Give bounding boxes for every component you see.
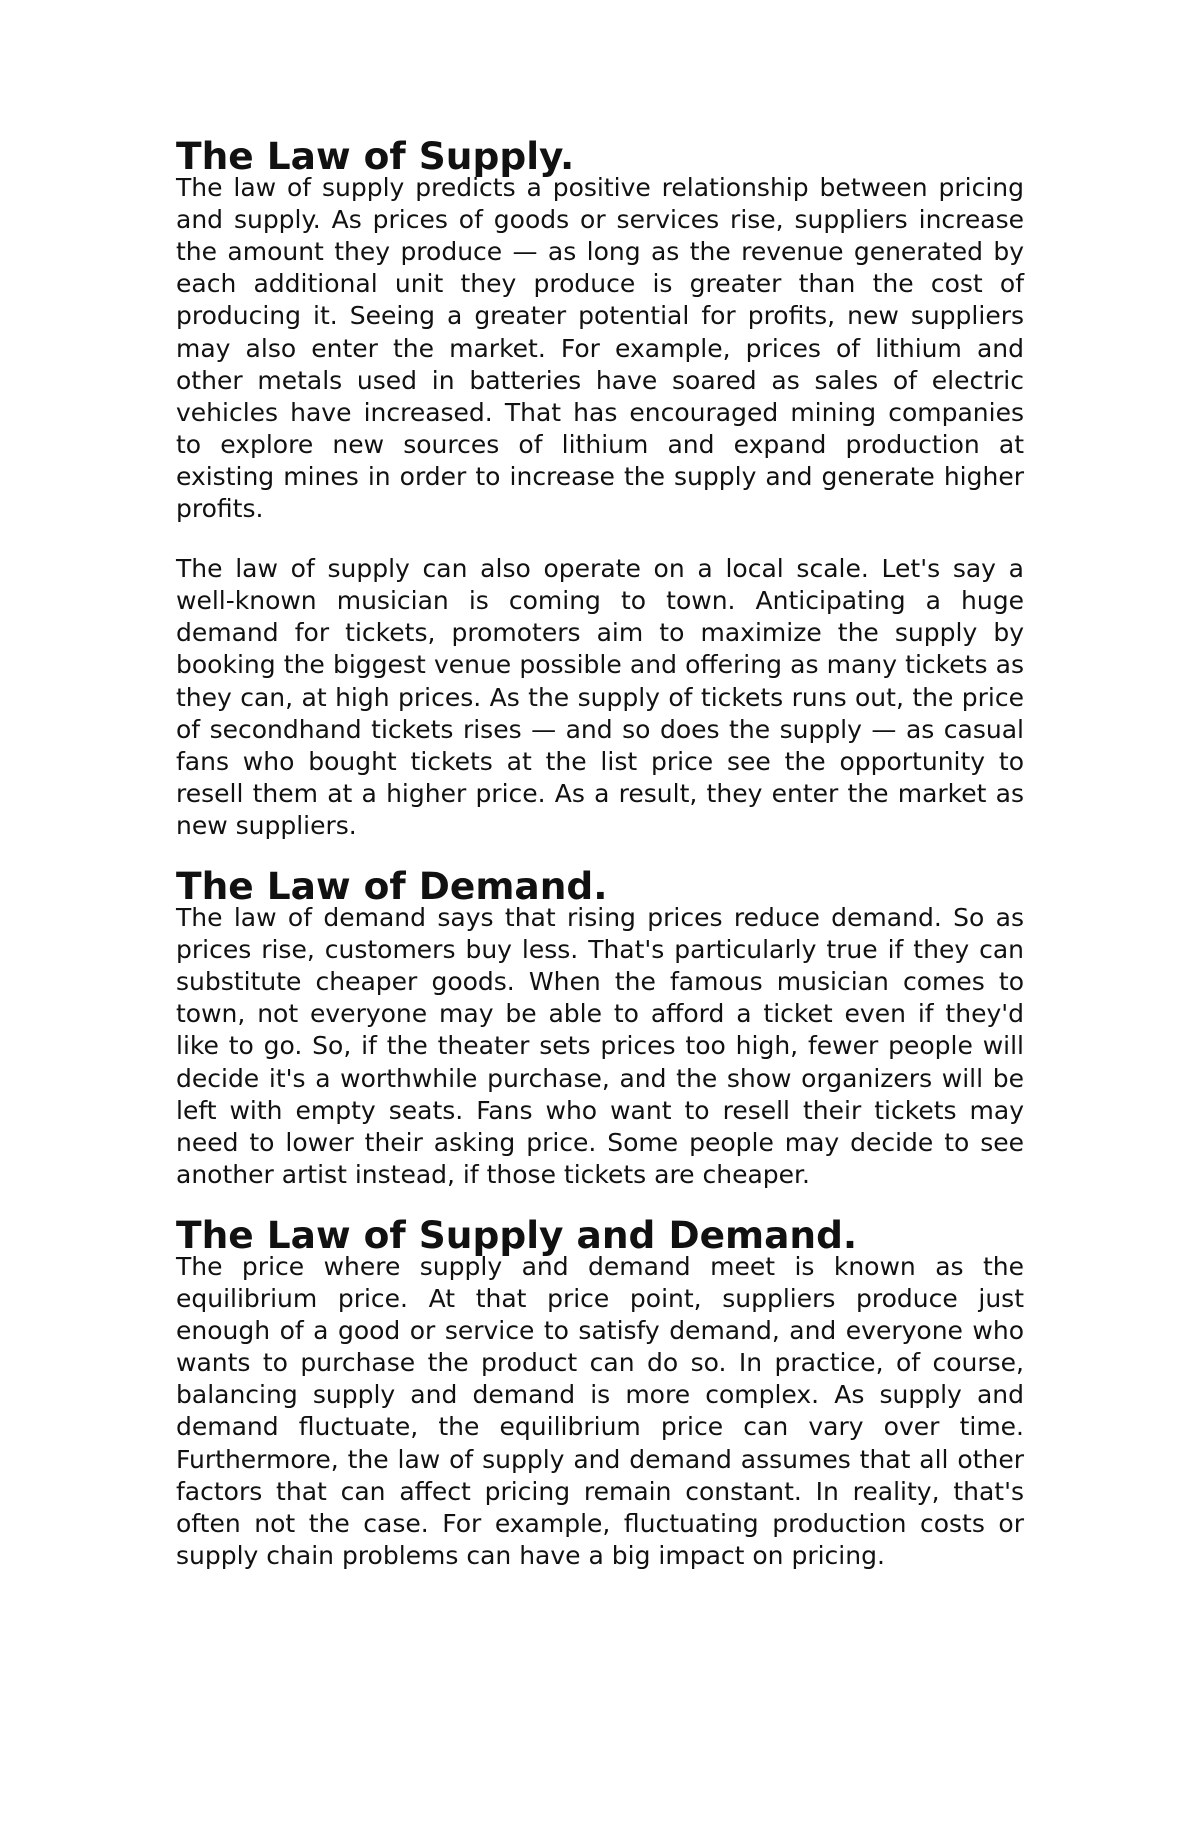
paragraph-law-of-demand: The law of demand says that rising prices reduce demand. So as prices rise, customers buy less. That's particularly true if they can substitute cheaper goods. When the famous musician comes to town, not everyone may be able to afford a ticket even if they'd like to go. So, if the theater sets prices too high, fewer people will decide it's a worthwhile purchase, and the show organizers will be left with empty seats. Fans who want to resell their tickets may need to lower their asking price. Some people may decide to see another artist instead, if those tickets are cheaper. bbox=[176, 903, 1024, 1189]
section-heading-law-of-demand: The Law of Demand. bbox=[176, 863, 608, 908]
paragraph-gap bbox=[176, 525, 1024, 553]
document-page bbox=[176, 134, 1024, 1572]
paragraph-law-of-supply-1: The law of supply predicts a positive relationship between pricing and supply. As prices of goods or services rise, suppliers increase the amount they produce — as long as the revenue generated by each additional unit they produce is greater than the cost of producing it. Seeing a greater potential for profits, new suppliers may also enter the market. For example, prices of lithium and other metals used in batteries have soared as sales of electric vehicles have increased. That has encouraged mining companies to explore new sources of lithium and expand production at existing mines in order to increase the supply and generate higher profits. bbox=[176, 173, 1024, 524]
section-heading-law-of-supply-and-demand: The Law of Supply and Demand. bbox=[176, 1212, 858, 1257]
paragraph-law-of-supply-2: The law of supply can also operate on a local scale. Let's say a well-known musician is coming to town. Anticipating a huge demand for tickets, promoters aim to maximize the supply by booking the biggest venue possible and offering as many tickets as they can, at high prices. As the supply of tickets runs out, the price of secondhand tickets rises — and so does the supply — as casual fans who bought tickets at the list price see the opportunity to resell them at a higher price. As a result, they enter the market as new suppliers. bbox=[176, 554, 1024, 840]
paragraph-law-of-supply-and-demand: The price where supply and demand meet is known as the equilibrium price. At that price point, suppliers produce just enough of a good or service to satisfy demand, and everyone who wants to purchase the product can do so. In practice, of course, balancing supply and demand is more complex. As supply and demand fluctuate, the equilibrium price can vary over time. Furthermore, the law of supply and demand assumes that all other factors that can affect pricing remain constant. In reality, that's often not the case. For example, fluctuating production costs or supply chain problems can have a big impact on pricing. bbox=[176, 1252, 1024, 1570]
section-heading-law-of-supply: The Law of Supply. bbox=[176, 134, 575, 178]
